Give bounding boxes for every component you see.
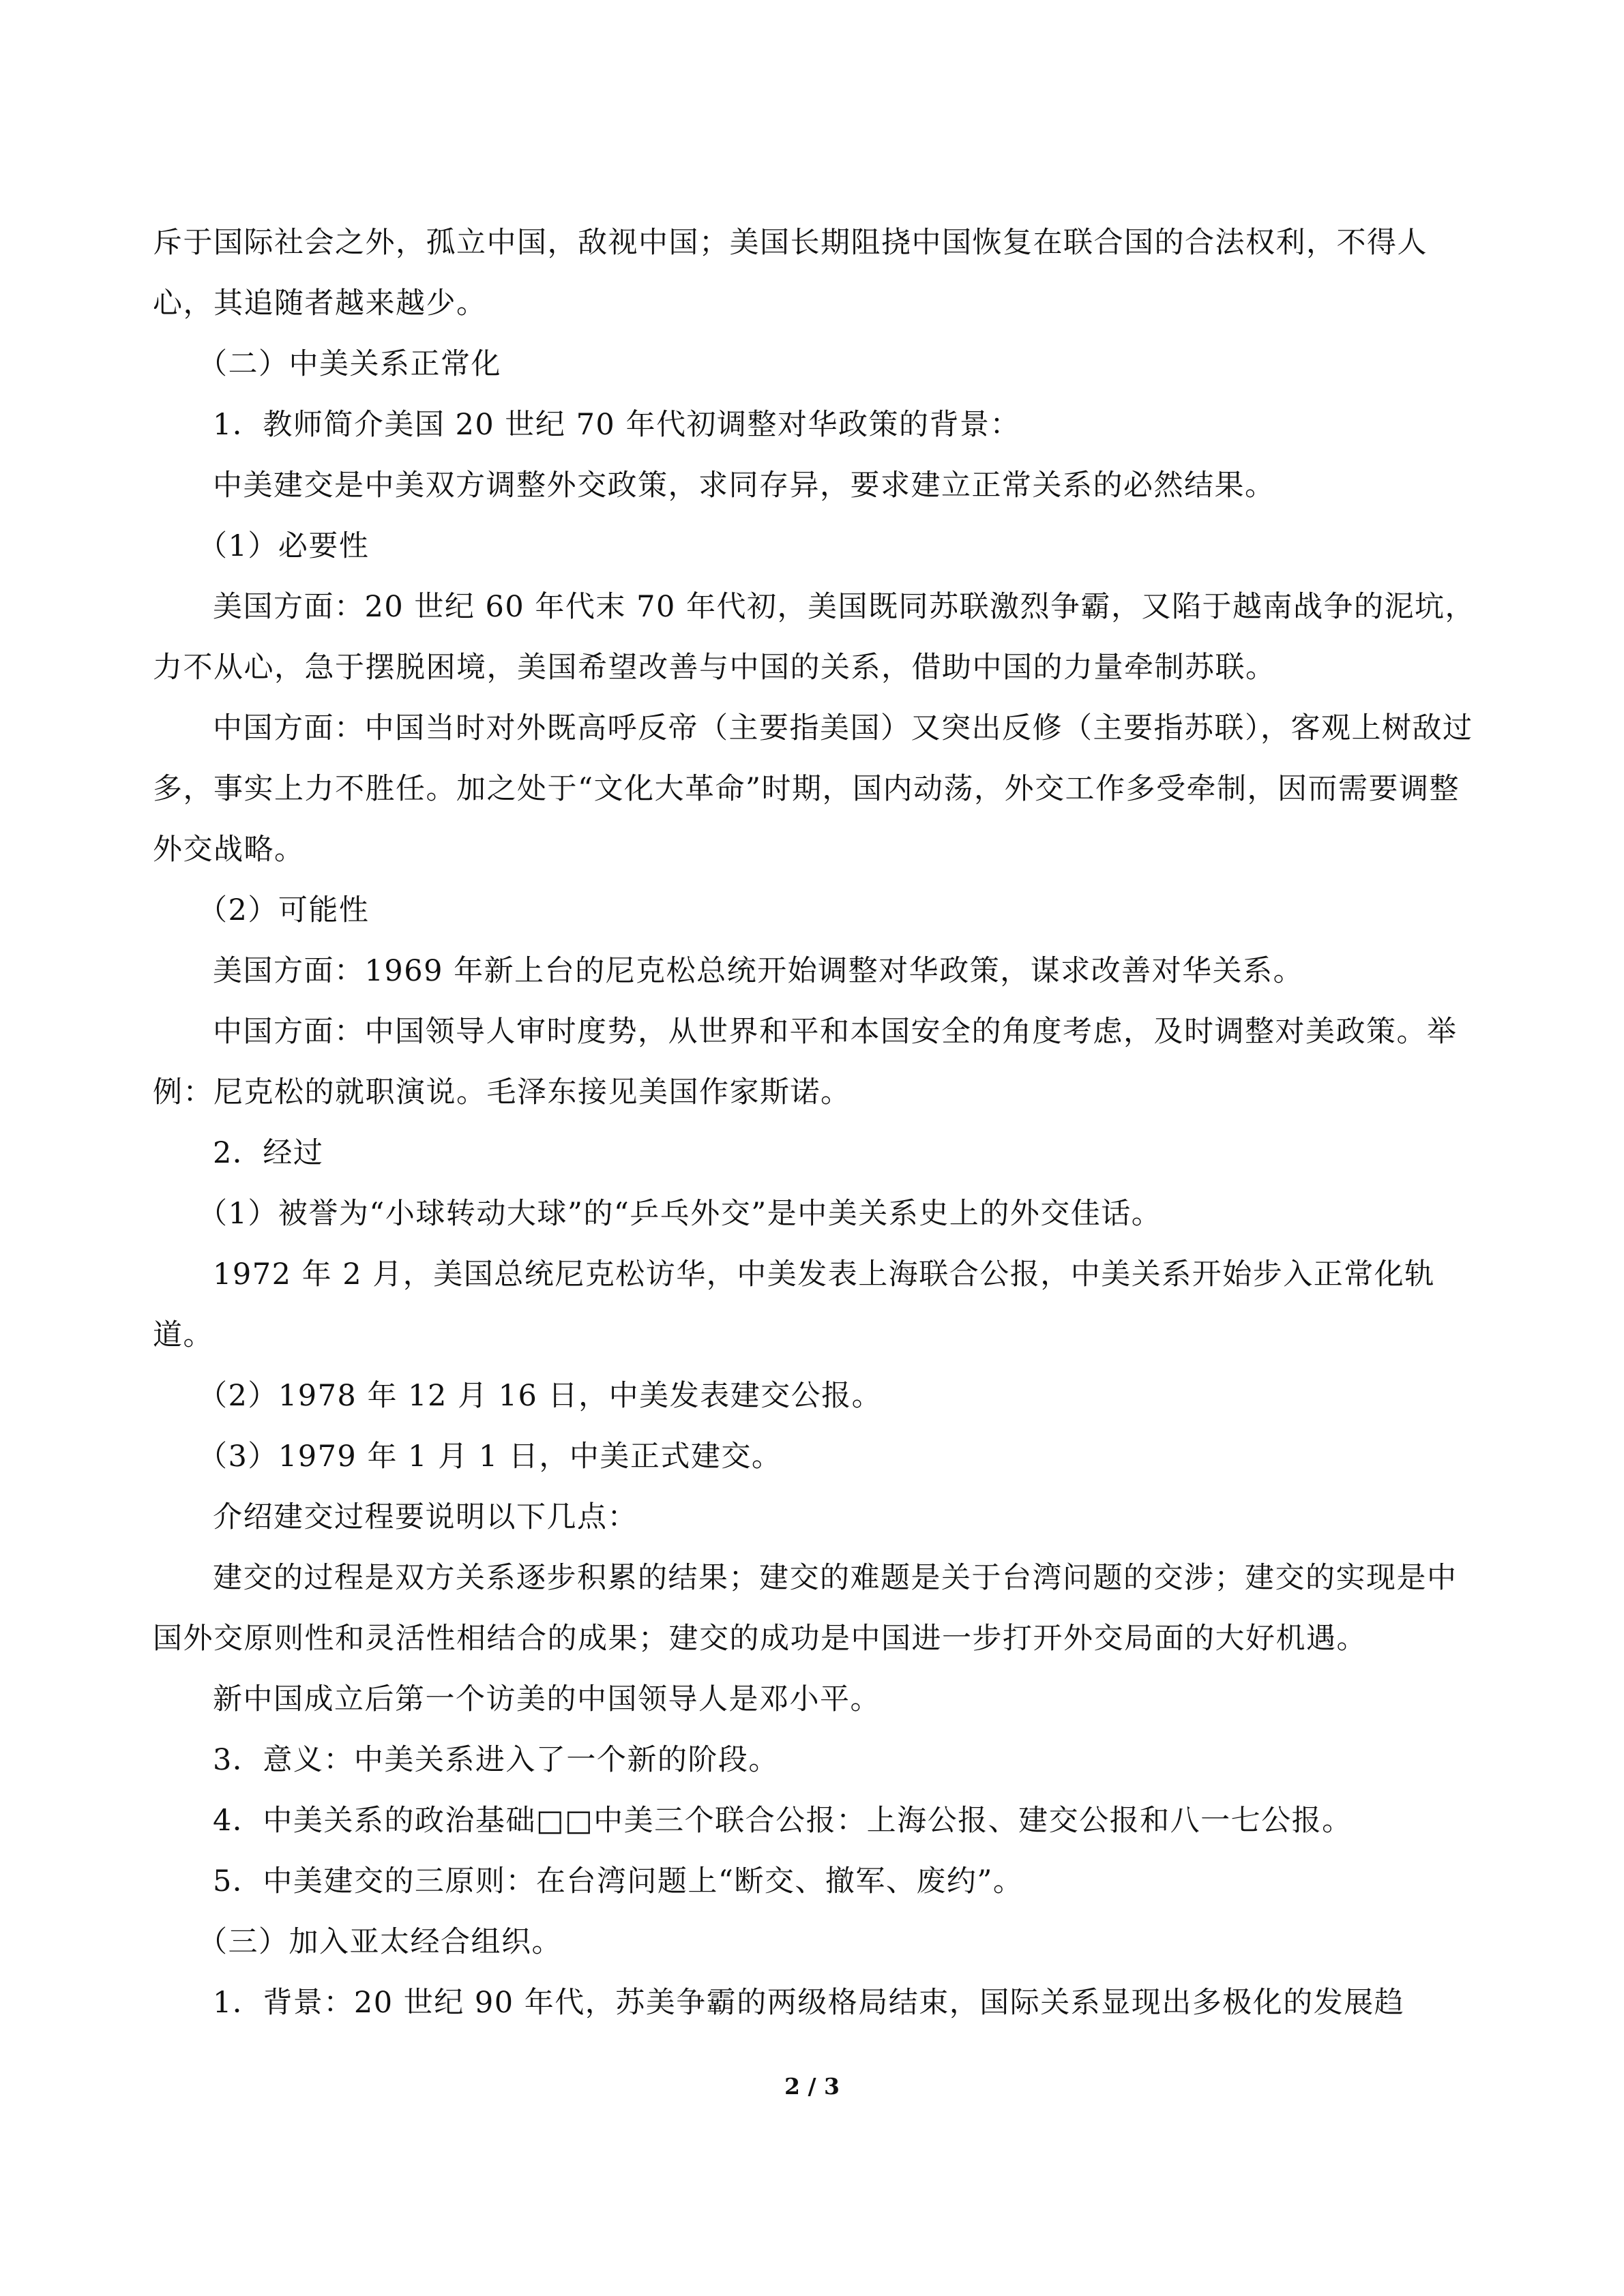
section-heading: （三）加入亚太经合组织。 [198, 1925, 562, 1959]
numbered-item: 5．中美建交的三原则：在台湾问题上“断交、撤军、废约”。 [213, 1864, 1024, 1898]
paragraph: 新中国成立后第一个访美的中国领导人是邓小平。 [213, 1682, 881, 1716]
paragraph: 斥于国际社会之外，孤立中国，敌视中国；美国长期阻挠中国恢复在联合国的合法权利，不得人心，其追随者越来越少。 [153, 226, 1428, 320]
page-number: 2 / 3 [784, 2073, 840, 2100]
subsection-item: （2）1978 年 12 月 16 日，中美发表建交公报。 [198, 1379, 883, 1413]
subsection-heading: （2）可能性 [198, 893, 370, 927]
subsection-heading: （1）必要性 [198, 529, 370, 563]
subsection-item: （3）1979 年 1 月 1 日，中美正式建交。 [198, 1440, 782, 1474]
paragraph: 中国方面：中国当时对外既高呼反帝（主要指美国）又突出反修（主要指苏联），客观上树敌过多，事实上力不胜任。加之处于“文化大革命”时期，国内动荡，外交工作多受牵制，因而需要调整外交战略。 [153, 711, 1473, 867]
numbered-item: 1．教师简介美国 20 世纪 70 年代初调整对华政策的背景： [213, 408, 1020, 442]
paragraph: 1972 年 2 月，美国总统尼克松访华，中美发表上海联合公报，中美关系开始步入正常化轨道。 [153, 1257, 1435, 1352]
paragraph: 中国方面：中国领导人审时度势，从世界和平和本国安全的角度考虑，及时调整对美政策。举例：尼克松的就职演说。毛泽东接见美国作家斯诺。 [153, 1015, 1458, 1109]
section-heading: （二）中美关系正常化 [198, 347, 501, 381]
paragraph: 介绍建交过程要说明以下几点： [213, 1500, 638, 1534]
numbered-item: 1．背景：20 世纪 90 年代，苏美争霸的两级格局结束，国际关系显现出多极化的发展趋 [213, 1986, 1405, 2020]
paragraph: 中美建交是中美双方调整外交政策，求同存异，要求建立正常关系的必然结果。 [213, 468, 1275, 503]
numbered-item: 3．意义：中美关系进入了一个新的阶段。 [213, 1743, 779, 1777]
subsection-item: （1）被誉为“小球转动大球”的“乒乓外交”是中美关系史上的外交佳话。 [198, 1197, 1162, 1231]
numbered-item: 2．经过 [213, 1136, 324, 1170]
paragraph: 建交的过程是双方关系逐步积累的结果；建交的难题是关于台湾问题的交涉；建交的实现是中国外交原则性和灵活性相结合的成果；建交的成功是中国进一步打开外交局面的大好机遇。 [153, 1561, 1458, 1656]
paragraph: 美国方面：1969 年新上台的尼克松总统开始调整对华政策，谋求改善对华关系。 [213, 954, 1304, 988]
numbered-item: 4．中美关系的政治基础□□中美三个联合公报：上海公报、建交公报和八一七公报。 [213, 1804, 1353, 1838]
paragraph: 美国方面：20 世纪 60 年代末 70 年代初，美国既同苏联激烈争霸，又陷于越南战争的泥坑，力不从心，急于摆脱困境，美国希望改善与中国的关系，借助中国的力量牵制苏联。 [153, 590, 1475, 685]
document-body [153, 213, 1476, 2033]
